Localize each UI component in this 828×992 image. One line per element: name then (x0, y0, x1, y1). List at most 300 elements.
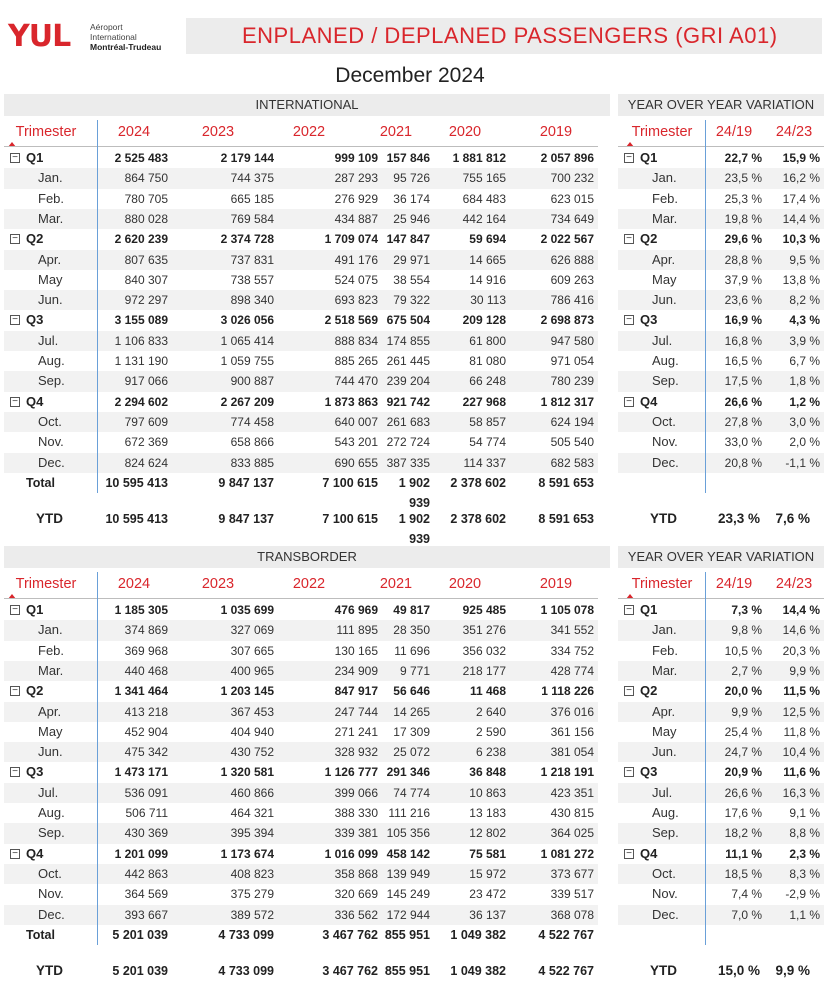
cell-value: 364 025 (550, 826, 594, 841)
variation-value: 23,5 % (724, 171, 762, 186)
variation-value: 11,1 % (725, 846, 762, 861)
international-yoy-table-row (618, 250, 824, 270)
row-label: Jul. (38, 784, 59, 800)
transborder-col-header-4[interactable]: 2021 (379, 576, 413, 592)
variation-value: 17,4 % (782, 191, 820, 206)
collapse-toggle-icon[interactable]: − (624, 315, 634, 325)
international-yoy-col-header-0[interactable]: Trimester (631, 124, 693, 140)
row-label: Feb. (652, 642, 679, 658)
variation-value: 26,6 % (724, 394, 762, 409)
transborder-yoy-ytd-row (618, 961, 824, 981)
variation-value: 10,5 % (724, 643, 762, 658)
cell-value: 693 823 (334, 293, 378, 308)
variation-value: 14,6 % (782, 623, 820, 638)
row-label: Sep. (38, 373, 65, 389)
variation-value: 4,3 % (789, 313, 820, 328)
row-label: Mar. (652, 662, 678, 678)
row-label: Q2 (640, 683, 658, 699)
collapse-toggle-icon[interactable]: − (624, 153, 634, 163)
international-col-header-6[interactable]: 2019 (539, 124, 573, 140)
cell-value: 755 165 (462, 171, 506, 186)
cell-value: 413 218 (124, 704, 168, 719)
transborder-ytd-row (4, 961, 598, 981)
cell-value: 734 649 (550, 211, 594, 226)
international-table-row (4, 270, 598, 290)
transborder-yoy-table-row (618, 823, 824, 843)
international-table-row (4, 453, 598, 473)
transborder-yoy-col-header-0[interactable]: Trimester (631, 576, 693, 592)
cell-value: 744 470 (334, 374, 378, 389)
row-label: Q1 (26, 150, 44, 165)
variation-value: 16,9 % (724, 313, 762, 328)
cell-value: 25 946 (393, 211, 430, 226)
variation-value: 1,2 % (789, 394, 820, 409)
ytd-variation-value: 15,0 % (717, 962, 760, 978)
cell-value: 460 866 (230, 785, 274, 800)
variation-value: 14,4 % (782, 211, 820, 226)
collapse-toggle-icon[interactable]: − (624, 767, 634, 777)
international-col-header-0[interactable]: Trimester (15, 124, 77, 140)
cell-value: 328 932 (334, 745, 378, 760)
row-label: Feb. (38, 190, 65, 206)
international-col-header-4[interactable]: 2021 (379, 124, 413, 140)
row-label: Jan. (38, 170, 63, 186)
transborder-table-row (4, 742, 598, 762)
cell-value: 388 330 (334, 806, 378, 820)
cell-value: 921 742 (386, 394, 430, 409)
international-table-row (4, 189, 598, 209)
cell-value: 356 032 (462, 643, 506, 658)
cell-value: 56 646 (393, 684, 430, 699)
cell-value: 320 669 (334, 887, 378, 902)
cell-value: 111 216 (388, 806, 430, 820)
cell-value: 684 483 (462, 191, 506, 206)
row-label: Jun. (652, 744, 677, 760)
collapse-toggle-icon[interactable]: − (10, 686, 20, 696)
variation-value: 33,0 % (724, 435, 762, 450)
variation-value: 37,9 % (724, 272, 762, 287)
row-label: Jan. (38, 622, 63, 638)
row-label: May (38, 271, 63, 287)
cell-value: 172 944 (386, 907, 430, 922)
variation-value: 1,8 % (789, 374, 820, 389)
cell-value: 2 374 728 (220, 232, 274, 247)
cell-value: 9 771 (399, 663, 430, 678)
cell-value: 36 174 (393, 191, 430, 206)
cell-value: 1 065 414 (220, 333, 274, 348)
cell-value: 690 655 (334, 455, 378, 470)
cell-value: 376 016 (550, 704, 594, 719)
transborder-table-row (4, 681, 598, 701)
row-label: Oct. (38, 413, 62, 429)
cell-value: 609 263 (550, 272, 594, 287)
cell-value: 1 016 099 (324, 846, 378, 861)
ytd-value: 10 595 413 (105, 511, 168, 526)
collapse-toggle-icon[interactable]: − (10, 397, 20, 407)
cell-value: 375 279 (230, 887, 274, 902)
cell-value: 626 888 (550, 252, 594, 267)
international-col-header-2[interactable]: 2023 (201, 124, 235, 140)
ytd-variation-value: 7,6 % (775, 510, 810, 526)
international-col-header-1[interactable]: 2024 (117, 124, 151, 140)
cell-value: 442 164 (462, 211, 506, 226)
transborder-table-row (4, 864, 598, 884)
row-label: Nov. (652, 886, 678, 902)
row-label: Mar. (38, 662, 64, 678)
cell-value: 374 869 (124, 623, 168, 638)
cell-value: 442 863 (124, 866, 168, 881)
ytd-variation-value: 23,3 % (717, 510, 760, 526)
row-label: Sep. (652, 373, 679, 389)
row-label: Jun. (652, 292, 677, 308)
collapse-toggle-icon[interactable]: − (10, 315, 20, 325)
cell-value: 11 696 (394, 643, 430, 658)
variation-value: 11,8 % (783, 724, 820, 739)
logo-mark: YUL (8, 19, 71, 54)
total-label: Total (26, 927, 55, 942)
total-value: 1 049 382 (450, 927, 506, 942)
cell-value: 434 887 (334, 211, 378, 226)
international-total-row (4, 473, 598, 510)
international-table-row (4, 371, 598, 391)
variation-value: -2,9 % (785, 887, 820, 902)
cell-value: 58 857 (469, 414, 506, 429)
variation-value: 9,9 % (789, 663, 820, 678)
ytd-label: YTD (650, 510, 677, 526)
cell-value: 11 468 (469, 684, 506, 699)
international-col-header-3[interactable]: 2022 (292, 124, 326, 140)
variation-value: 20,9 % (724, 765, 762, 780)
cell-value: 2 640 (475, 704, 506, 719)
variation-value: 18,2 % (724, 826, 762, 841)
report-title: ENPLANED / DEPLANED PASSENGERS (GRI A01) (242, 23, 778, 48)
row-label: Q2 (26, 231, 44, 247)
cell-value: 59 694 (469, 232, 506, 247)
variation-value: 13,8 % (782, 272, 820, 287)
cell-value: 209 128 (462, 313, 506, 328)
cell-value: 440 468 (124, 663, 168, 678)
row-label: Jan. (652, 170, 677, 186)
cell-value: 1 320 581 (220, 765, 274, 780)
collapse-toggle-icon[interactable]: − (624, 849, 634, 859)
cell-value: 700 232 (550, 171, 594, 186)
cell-value: 25 072 (393, 745, 430, 760)
cell-value: 430 752 (230, 745, 274, 760)
collapse-toggle-icon[interactable]: − (624, 234, 634, 244)
variation-value: 2,3 % (789, 846, 820, 861)
international-yoy-col-header-2[interactable]: 24/23 (775, 124, 813, 140)
cell-value: 79 322 (393, 293, 430, 308)
row-label: Q3 (26, 312, 44, 328)
row-label: Feb. (38, 642, 65, 658)
cell-value: 111 895 (336, 623, 378, 638)
variation-value: 24,7 % (724, 745, 762, 760)
cell-value: 682 583 (550, 455, 594, 470)
variation-value: 17,6 % (724, 806, 762, 820)
cell-value: 769 584 (230, 211, 274, 226)
ytd-value: 9 847 137 (218, 511, 274, 526)
cell-value: 1 218 191 (540, 765, 594, 780)
row-label: Mar. (652, 210, 678, 226)
cell-value: 737 831 (230, 252, 274, 267)
row-label: Aug. (38, 805, 65, 820)
cell-value: 1 106 833 (114, 333, 168, 348)
transborder-yoy-table-row (618, 803, 824, 823)
logo-subtitle: Aéroport International Montréal-Trudeau (90, 22, 162, 52)
variation-value: 25,3 % (724, 191, 762, 206)
cell-value: 6 238 (475, 745, 506, 760)
variation-value: 10,4 % (782, 745, 820, 760)
cell-value: 261 445 (386, 354, 430, 368)
cell-value: 130 165 (334, 643, 378, 658)
cell-value: 408 823 (230, 866, 274, 881)
cell-value: 276 929 (334, 191, 378, 206)
transborder-yoy-header-row (0, 572, 828, 598)
cell-value: 2 179 144 (220, 151, 274, 165)
transborder-yoy-table-row (618, 600, 824, 620)
variation-value: 27,8 % (724, 414, 762, 429)
row-label: May (652, 271, 677, 287)
ytd-label: YTD (36, 510, 63, 526)
cell-value: 885 265 (334, 354, 378, 368)
cell-value: 807 635 (124, 252, 168, 267)
cell-value: 95 726 (393, 171, 430, 186)
transborder-total-row (4, 925, 598, 945)
collapse-toggle-icon[interactable]: − (10, 234, 20, 244)
international-table-row (4, 331, 598, 351)
international-header-divider (4, 146, 598, 147)
collapse-toggle-icon[interactable]: − (624, 397, 634, 407)
transborder-yoy-table-row (618, 661, 824, 681)
cell-value: 3 026 056 (220, 313, 274, 328)
cell-value: 14 665 (469, 252, 506, 267)
transborder-table-row (4, 803, 598, 823)
cell-value: 665 185 (230, 191, 274, 206)
variation-value: 25,4 % (724, 724, 762, 739)
cell-value: 774 458 (230, 414, 274, 429)
variation-value: 29,6 % (724, 232, 762, 247)
cell-value: 1 035 699 (220, 603, 274, 617)
cell-value: 2 590 (475, 724, 506, 739)
row-label: Aug. (652, 805, 679, 820)
row-label: Oct. (652, 413, 676, 429)
cell-value: 61 800 (469, 333, 506, 348)
international-yoy-table-row (618, 310, 824, 330)
total-value: 8 591 653 (538, 475, 594, 490)
international-yoy-col-header-1[interactable]: 24/19 (715, 124, 753, 140)
ytd-variation-value: 9,9 % (775, 962, 810, 978)
cell-value: 2 267 209 (220, 394, 274, 409)
transborder-yoy-band: YEAR OVER YEAR VARIATION (618, 546, 824, 568)
international-col-header-5[interactable]: 2020 (448, 124, 482, 140)
transborder-col-header-2[interactable]: 2023 (201, 576, 235, 592)
cell-value: 2 022 567 (540, 232, 594, 247)
international-ytd-row (4, 509, 598, 546)
transborder-yoy-table-row (618, 905, 824, 925)
cell-value: 672 369 (124, 435, 168, 450)
variation-value: 15,9 % (782, 151, 820, 165)
transborder-table-row (4, 823, 598, 843)
transborder-yoy-table-row (618, 783, 824, 803)
transborder-yoy-table-row (618, 620, 824, 640)
cell-value: 840 307 (124, 272, 168, 287)
transborder-col-header-6[interactable]: 2019 (539, 576, 573, 592)
cell-value: 23 472 (469, 887, 506, 902)
variation-value: 20,3 % (782, 643, 820, 658)
row-label: Oct. (652, 865, 676, 881)
row-label: Q4 (26, 393, 44, 409)
cell-value: 373 677 (550, 866, 594, 881)
cell-value: 1 131 190 (114, 354, 168, 368)
variation-value: 22,7 % (724, 151, 762, 165)
international-yoy-header-row (0, 120, 828, 146)
cell-value: 430 369 (124, 826, 168, 841)
row-label: Nov. (38, 434, 64, 450)
cell-value: 947 580 (550, 333, 594, 348)
total-value: 9 847 137 (218, 475, 274, 490)
variation-value: 2,0 % (789, 435, 820, 450)
international-yoy-table-row (618, 412, 824, 432)
variation-value: 7,3 % (731, 603, 762, 617)
cell-value: 738 557 (230, 272, 274, 287)
international-yoy-ytd-row (618, 509, 824, 529)
row-label: Jun. (38, 744, 63, 760)
transborder-col-header-0[interactable]: Trimester (15, 576, 77, 592)
transborder-yoy-header-divider (618, 598, 824, 599)
variation-value: 8,8 % (789, 826, 820, 841)
variation-value: 11,5 % (783, 684, 820, 699)
variation-value: 28,8 % (724, 252, 762, 267)
international-band: INTERNATIONAL (4, 94, 610, 116)
cell-value: 272 724 (386, 435, 430, 450)
transborder-yoy-table-row (618, 762, 824, 782)
transborder-yoy-col-header-2[interactable]: 24/23 (775, 576, 813, 592)
cell-value: 17 309 (393, 724, 430, 739)
total-value: 4 522 767 (538, 927, 594, 942)
variation-value: 16,5 % (724, 354, 762, 368)
cell-value: 624 194 (550, 414, 594, 429)
variation-value: 12,5 % (782, 704, 820, 719)
variation-value: 11,6 % (783, 765, 820, 780)
cell-value: 327 069 (230, 623, 274, 638)
international-yoy-table-row (618, 432, 824, 452)
row-label: Apr. (652, 703, 676, 719)
transborder-yoy-col-header-1[interactable]: 24/19 (715, 576, 753, 592)
cell-value: 157 846 (386, 151, 430, 165)
transborder-band: TRANSBORDER (4, 546, 610, 568)
international-table-row (4, 351, 598, 371)
transborder-col-header-1[interactable]: 2024 (117, 576, 151, 592)
cell-value: 1 881 812 (452, 151, 506, 165)
cell-value: 307 665 (230, 643, 274, 658)
ytd-value: 8 591 653 (538, 511, 594, 526)
report-month: December 2024 (335, 64, 485, 87)
cell-value: 1 105 078 (540, 603, 594, 617)
cell-value: 2 698 873 (540, 313, 594, 328)
variation-value: 20,8 % (724, 455, 762, 470)
cell-value: 917 066 (124, 374, 168, 389)
variation-value: 16,3 % (782, 785, 820, 800)
ytd-value: 7 100 615 (322, 511, 378, 526)
variation-value: 16,2 % (782, 171, 820, 186)
international-yoy-table-row (618, 168, 824, 188)
total-label: Total (26, 475, 55, 490)
cell-value: 675 504 (386, 313, 430, 328)
variation-value: 1,1 % (789, 907, 820, 922)
cell-value: 536 091 (124, 785, 168, 800)
row-label: Q3 (640, 764, 658, 780)
cell-value: 491 176 (334, 252, 378, 267)
variation-value: 18,5 % (724, 866, 762, 881)
cell-value: 1 812 317 (540, 394, 594, 409)
international-table-row (4, 168, 598, 188)
transborder-table-row (4, 844, 598, 864)
collapse-toggle-icon[interactable]: − (624, 605, 634, 615)
cell-value: 368 078 (550, 907, 594, 922)
cell-value: 1 709 074 (324, 232, 378, 247)
transborder-yoy-table-row (618, 742, 824, 762)
international-yoy-table-row (618, 189, 824, 209)
cell-value: 395 394 (230, 826, 274, 841)
cell-value: 145 249 (386, 887, 430, 902)
variation-value: 8,2 % (789, 293, 820, 308)
cell-value: 387 335 (386, 455, 430, 470)
cell-value: 543 201 (334, 435, 378, 450)
collapse-toggle-icon[interactable]: − (624, 686, 634, 696)
variation-value: 2,7 % (731, 663, 762, 678)
row-label: Dec. (652, 906, 679, 922)
collapse-toggle-icon[interactable]: − (10, 849, 20, 859)
cell-value: 972 297 (124, 293, 168, 308)
collapse-toggle-icon[interactable]: − (10, 153, 20, 163)
cell-value: 13 183 (469, 806, 506, 820)
cell-value: 336 562 (334, 907, 378, 922)
cell-value: 389 572 (230, 907, 274, 922)
row-label: Aug. (652, 353, 679, 368)
variation-value: 9,9 % (731, 704, 762, 719)
cell-value: 404 940 (230, 724, 274, 739)
cell-value: 287 293 (334, 171, 378, 186)
variation-value: 7,0 % (731, 907, 762, 922)
transborder-col-header-5[interactable]: 2020 (448, 576, 482, 592)
cell-value: 888 834 (334, 333, 378, 348)
cell-value: 971 054 (550, 354, 594, 368)
ytd-value: 1 902 939 (398, 511, 430, 546)
cell-value: 786 416 (550, 293, 594, 308)
total-value: 2 378 602 (450, 475, 506, 490)
ytd-label: YTD (36, 962, 63, 978)
cell-value: 369 968 (124, 643, 168, 658)
row-label: Jan. (652, 622, 677, 638)
cell-value: 2 620 239 (114, 232, 168, 247)
collapse-toggle-icon[interactable]: − (10, 767, 20, 777)
cell-value: 925 485 (462, 603, 506, 617)
transborder-yoy-table-row (618, 864, 824, 884)
cell-value: 334 752 (550, 643, 594, 658)
cell-value: 139 949 (386, 866, 430, 881)
row-label: May (38, 723, 63, 739)
row-label: Q3 (640, 312, 658, 328)
row-label: Feb. (652, 190, 679, 206)
collapse-toggle-icon[interactable]: − (10, 605, 20, 615)
international-table-row (4, 392, 598, 412)
transborder-col-header-3[interactable]: 2022 (292, 576, 326, 592)
cell-value: 381 054 (550, 745, 594, 760)
cell-value: 900 887 (230, 374, 274, 389)
cell-value: 15 972 (469, 866, 506, 881)
transborder-table-row (4, 600, 598, 620)
cell-value: 367 453 (230, 704, 274, 719)
